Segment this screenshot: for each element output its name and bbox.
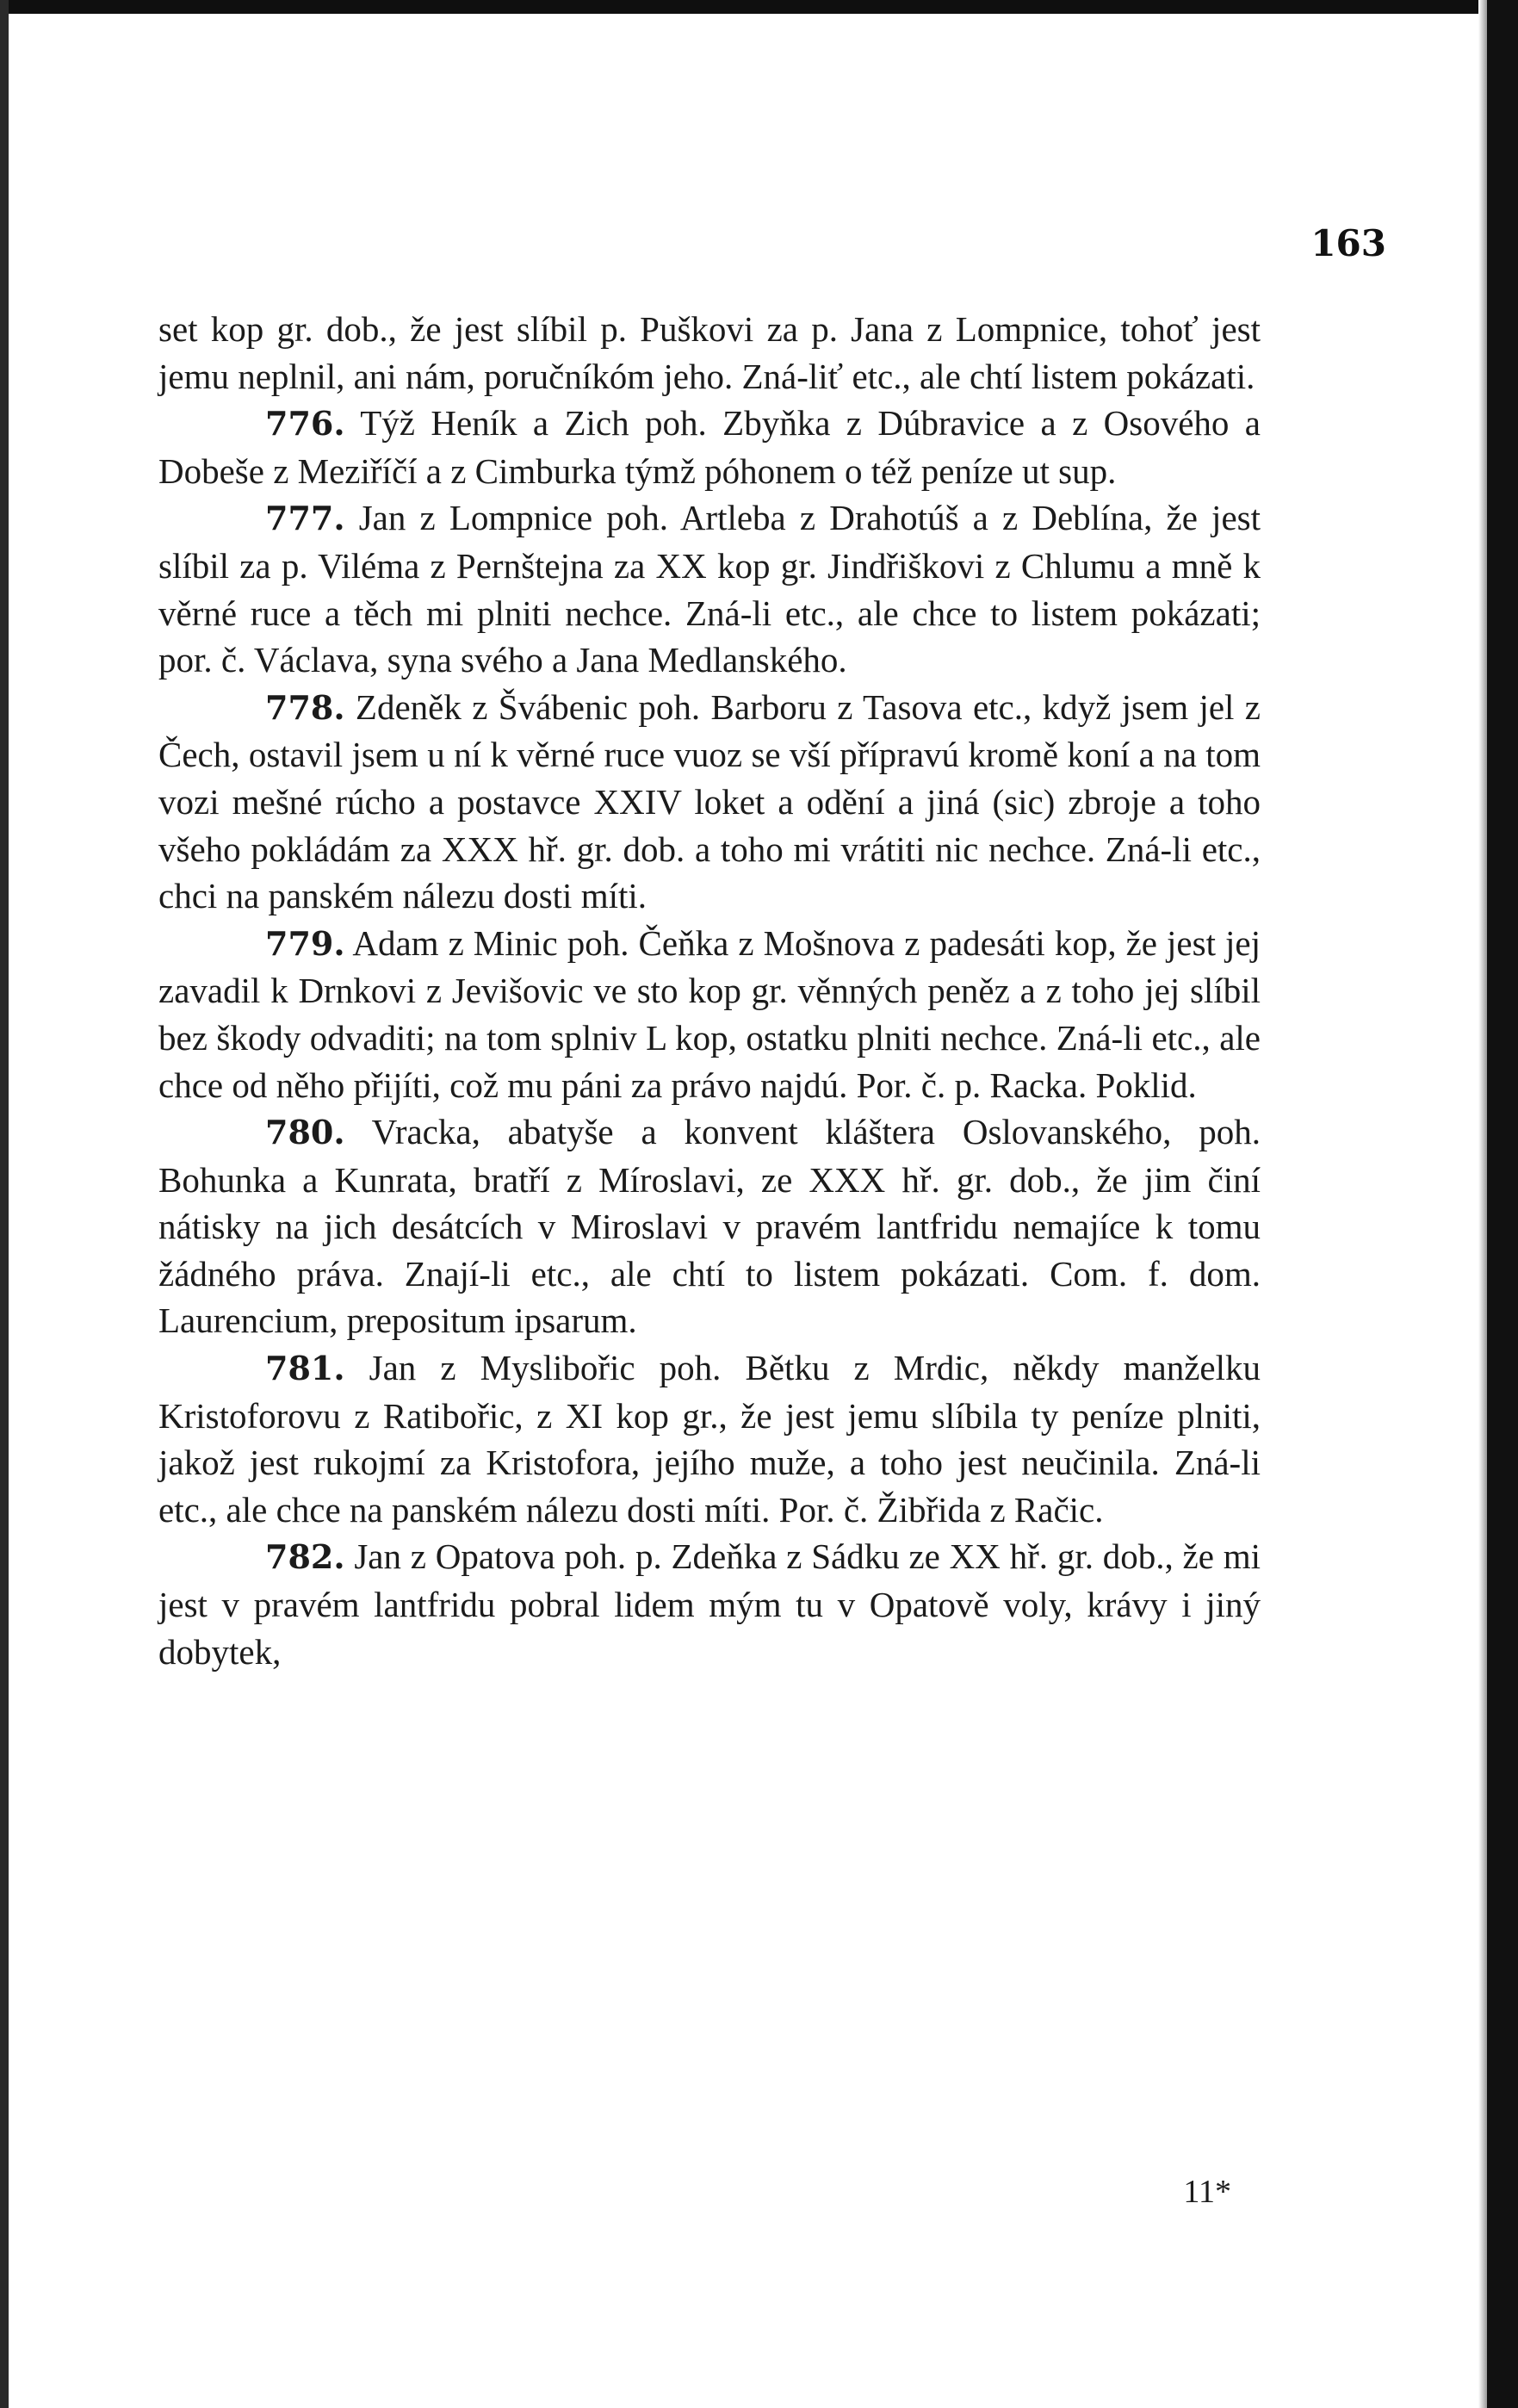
entry-776 — [158, 400, 1261, 494]
body-text — [158, 306, 1261, 1675]
entry-text: Jan z Opatova poh. p. Zdeňka z Sádku ze XX hř. gr. dob., že mi jest v pravém lantfridu pobral lidem mým tu v Opatově voly, krávy i jiný dobytek, — [158, 1536, 1261, 1672]
entry-781 — [158, 1344, 1261, 1533]
entry-782 — [158, 1533, 1261, 1675]
entry-number: 782. — [265, 1537, 345, 1577]
entry-number: 780. — [265, 1113, 345, 1152]
entry-number: 781. — [265, 1349, 345, 1388]
sheet-signature: 11* — [1183, 2174, 1231, 2210]
entry-777 — [158, 494, 1261, 683]
scan-border-left — [0, 0, 9, 2408]
entry-text: Jan z Lompnice poh. Artleba z Drahotúš a z Deblína, že jest slíbil za p. Viléma z Pernštejna za XX kop gr. Jindřiškovi z Chlumu a mně k věrné ruce a těch mi plniti nechce. Zná-li etc., ale chce to listem pokázati; por. č. Václava, syna svého a Jana Medlanského. — [158, 498, 1261, 680]
entry-number: 776. — [265, 404, 345, 444]
page-number: 163 — [1310, 222, 1386, 264]
entry-text: Adam z Minic poh. Čeňka z Mošnova z padesáti kop, že jest jej zavadil k Drnkovi z Jevišovic ve sto kop gr. věnných peněz a z toho jej slíbil bez škody odvaditi; na tom splniv L kop, ostatku plniti nechce. Zná-li etc., ale chce od něho přijíti, což mu páni za právo najdú. Por. č. p. Racka. Poklid. — [158, 922, 1261, 1105]
entry-text: Jan z Myslibořic poh. Bětku z Mrdic, někdy manželku Kristoforovu z Ratibořic, z XI kop gr., že jest jemu slíbila ty peníze plniti, jakož jest rukojmí za Kristofora, jejího muže, a toho jest neučinila. Zná-li etc., ale chce na panském nálezu dosti míti. Por. č. Žibřida z Račic. — [158, 1348, 1261, 1530]
scan-border-right — [1487, 0, 1518, 2408]
entry-779 — [158, 920, 1261, 1108]
entry-number: 777. — [265, 499, 345, 538]
entry-number: 778. — [265, 687, 345, 727]
scan-border-right-shadow — [1478, 0, 1487, 2408]
entry-number: 779. — [265, 923, 345, 963]
scan-border-top — [0, 0, 1518, 14]
entry-text: Týž Heník a Zich poh. Zbyňka z Dúbravice a z Osového a Dobeše z Meziříčí a z Cimburka týmž póhonem o též peníze ut sup. — [158, 403, 1261, 491]
entry-780 — [158, 1108, 1261, 1344]
entry-text: Zdeněk z Švábenic poh. Barboru z Tasova etc., když jsem jel z Čech, ostavil jsem u ní k věrné ruce vuoz se vší přípravú kromě koní a na tom vozi mešné rúcho a postavce XXIV loket a odění a jiná (sic) zbroje a toho všeho pokládám za XXX hř. gr. dob. a toho mi vrátiti nic nechce. Zná-li etc., chci na panském nálezu dosti míti. — [158, 686, 1261, 916]
entry-text: Vracka, abatyše a konvent kláštera Oslovanského, poh. Bohunka a Kunrata, bratří z Míroslavi, ze XXX hř. gr. dob., že jim činí nátisky na jich desátcích v Miroslavi v pravém lantfridu nemajíce k tomu žádného práva. Znají-li etc., ale chtí to listem pokázati. Com. f. dom. Laurencium, prepositum ipsarum. — [158, 1112, 1261, 1341]
entry-778 — [158, 684, 1261, 920]
opening-paragraph: set kop gr. dob., že jest slíbil p. Puškovi za p. Jana z Lompnice, tohoť jest jemu neplnil, ani nám, poručníkóm jeho. Zná-liť etc., ale chtí listem pokázati. — [158, 309, 1261, 396]
